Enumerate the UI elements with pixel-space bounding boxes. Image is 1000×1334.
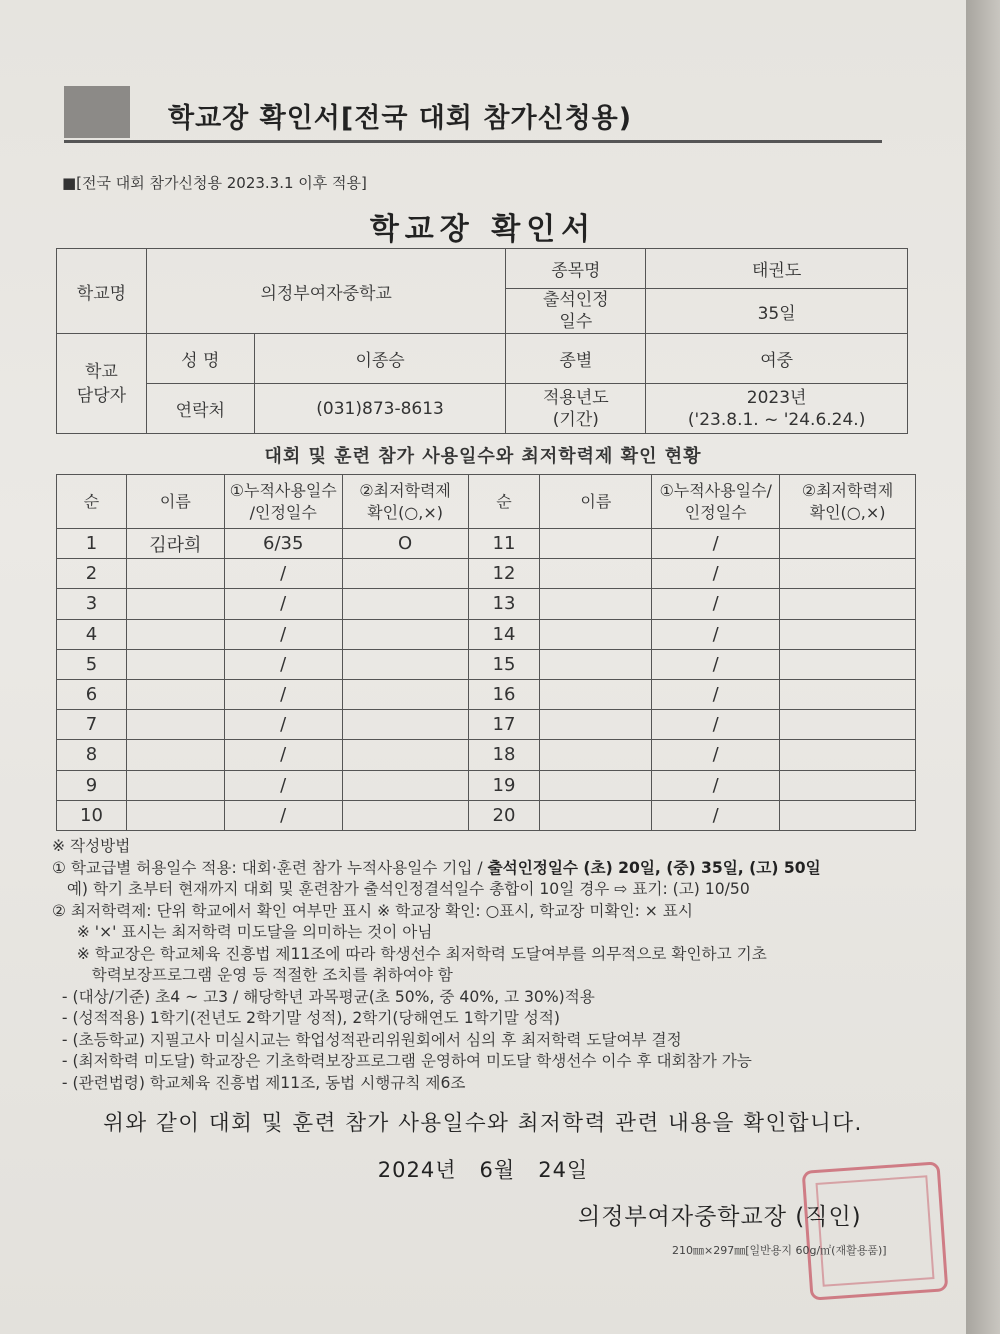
- table-row: [57, 679, 916, 709]
- issue-date: 2024년 6월 24일: [377, 1158, 589, 1182]
- notes-line: - (성적적용) 1학기(전년도 2학기말 성적), 2학기(당해연도 1학기말 성적): [52, 1009, 560, 1027]
- notes-heading: ※ 작성방법: [52, 837, 131, 855]
- name-value: 이종승: [254, 334, 506, 384]
- row-name: [540, 559, 652, 589]
- participation-table: [56, 474, 916, 831]
- row-days: /: [652, 770, 780, 800]
- row-number: 19: [468, 770, 540, 800]
- info-table: [56, 248, 908, 434]
- document-title: 학교장 확인서: [369, 212, 597, 247]
- row-number: 9: [57, 770, 127, 800]
- header-no-right: 순: [468, 475, 540, 529]
- row-check: [780, 770, 916, 800]
- row-days: /: [224, 679, 342, 709]
- official-seal: [802, 1161, 949, 1300]
- table-row: [57, 529, 916, 559]
- row-name: [540, 649, 652, 679]
- header-rule: [64, 140, 882, 143]
- row-check: [342, 559, 468, 589]
- row-number: 1: [57, 529, 127, 559]
- background-edge: [966, 0, 1000, 1334]
- row-name: [126, 770, 224, 800]
- notes-line: ① 학교급별 허용일수 적용: 대회·훈련 참가 누적사용일수 기입 / 출석인정일수 (초) 20일, (중) 35일, (고) 50일: [52, 858, 821, 877]
- row-check: [780, 649, 916, 679]
- row-days: /: [224, 800, 342, 830]
- year-value: 2023년 ('23.8.1. ~ '24.6.24.): [646, 384, 908, 434]
- row-number: 20: [468, 800, 540, 830]
- principal-signature: 의정부여자중학교장 (직인): [578, 1204, 862, 1230]
- row-check: [780, 589, 916, 619]
- contact-person-label: 학교 담당자: [57, 334, 147, 434]
- row-number: 12: [468, 559, 540, 589]
- notes-line: ② 최저학력제: 단위 학교에서 확인 여부만 표시 ※ 학교장 확인: ○표시, 학교장 미확인: × 표시: [52, 901, 693, 920]
- notes-line: - (관련법령) 학교체육 진흥법 제11조, 동법 시행규칙 제6조: [52, 1073, 466, 1092]
- notes-line: - (최저학력 미도달) 학교장은 기초학력보장프로그램 운영하여 미도달 학생선수 이수 후 대회참가 가능: [52, 1052, 752, 1070]
- header-name-right: 이름: [540, 475, 652, 529]
- row-check: [342, 679, 468, 709]
- row-check: [780, 800, 916, 830]
- year-label: 적용년도 (기간): [506, 384, 646, 434]
- confirmation-text: 위와 같이 대회 및 훈련 참가 사용일수와 최저학력 관련 내용을 확인합니다.: [103, 1111, 863, 1136]
- row-check: [342, 740, 468, 770]
- row-check: [342, 589, 468, 619]
- row-days: /: [652, 800, 780, 830]
- table-row: [57, 649, 916, 679]
- row-check: [342, 770, 468, 800]
- header-name: 이름: [126, 475, 224, 529]
- row-days: /: [652, 710, 780, 740]
- table-row: [57, 619, 916, 649]
- header-check: ②최저학력제 확인(○,×): [342, 475, 468, 529]
- row-check: [342, 649, 468, 679]
- row-days: /: [224, 770, 342, 800]
- row-check: [342, 619, 468, 649]
- row-name: [126, 589, 224, 619]
- row-number: 2: [57, 559, 127, 589]
- row-days: 6/35: [224, 529, 342, 559]
- row-name: [126, 710, 224, 740]
- header-days: ①누적사용일수 /인정일수: [224, 475, 342, 529]
- table-row: [57, 800, 916, 830]
- row-name: 김라희: [126, 529, 224, 559]
- row-days: /: [652, 529, 780, 559]
- instructions: [52, 836, 932, 1094]
- row-days: /: [224, 589, 342, 619]
- row-days: /: [652, 559, 780, 589]
- form-header-title: 학교장 확인서[전국 대회 참가신청용): [168, 103, 633, 134]
- attendance-value: 35일: [646, 289, 908, 334]
- notes-line: 예) 학기 초부터 현재까지 대회 및 훈련참가 출석인정결석일수 총합이 10일 경우 ⇨ 표기: (고) 10/50: [52, 880, 750, 898]
- row-name: [126, 800, 224, 830]
- row-number: 18: [468, 740, 540, 770]
- row-name: [540, 770, 652, 800]
- phone-label: 연락처: [146, 384, 254, 434]
- row-number: 11: [468, 529, 540, 559]
- table-row: [57, 740, 916, 770]
- table-row: [57, 559, 916, 589]
- row-check: O: [342, 529, 468, 559]
- row-number: 6: [57, 679, 127, 709]
- row-name: [126, 679, 224, 709]
- row-name: [126, 559, 224, 589]
- phone-value: (031)873-8613: [254, 384, 506, 434]
- row-name: [540, 679, 652, 709]
- row-days: /: [652, 679, 780, 709]
- row-days: /: [652, 619, 780, 649]
- header-check-right: ②최저학력제 확인(○,×): [780, 475, 916, 529]
- event-value: 태권도: [646, 249, 908, 289]
- row-number: 16: [468, 679, 540, 709]
- row-name: [126, 740, 224, 770]
- row-name: [126, 649, 224, 679]
- school-value: 의정부여자중학교: [146, 249, 506, 334]
- school-label: 학교명: [57, 249, 147, 334]
- row-check: [780, 529, 916, 559]
- table-row: [57, 589, 916, 619]
- row-number: 17: [468, 710, 540, 740]
- row-days: /: [652, 740, 780, 770]
- notes-line: - (초등학교) 지필고사 미실시교는 학업성적관리위원회에서 심의 후 최저학력 도달여부 결정: [52, 1030, 682, 1049]
- header-decoration: [64, 86, 130, 138]
- row-check: [342, 710, 468, 740]
- row-name: [540, 589, 652, 619]
- table-header-row: [57, 475, 916, 529]
- header-days-right: ①누적사용일수/ 인정일수: [652, 475, 780, 529]
- row-check: [780, 710, 916, 740]
- row-number: 3: [57, 589, 127, 619]
- row-name: [540, 529, 652, 559]
- notes-line: ※ '×' 표시는 최저학력 미도달을 의미하는 것이 아님: [52, 923, 433, 941]
- row-number: 5: [57, 649, 127, 679]
- row-days: /: [652, 649, 780, 679]
- row-days: /: [224, 619, 342, 649]
- row-number: 7: [57, 710, 127, 740]
- attendance-label: 출석인정 일수: [506, 289, 646, 334]
- section-title: 대회 및 훈련 참가 사용일수와 최저학력제 확인 현황: [264, 446, 702, 467]
- header-no: 순: [57, 475, 127, 529]
- row-number: 13: [468, 589, 540, 619]
- row-name: [126, 619, 224, 649]
- row-check: [780, 619, 916, 649]
- row-check: [780, 679, 916, 709]
- category-value: 여중: [646, 334, 908, 384]
- row-number: 10: [57, 800, 127, 830]
- row-days: /: [224, 649, 342, 679]
- name-label: 성 명: [146, 334, 254, 384]
- row-number: 8: [57, 740, 127, 770]
- row-name: [540, 800, 652, 830]
- row-days: /: [224, 740, 342, 770]
- row-number: 14: [468, 619, 540, 649]
- notes-line: - (대상/기준) 초4 ~ 고3 / 해당학년 과목평균(초 50%, 중 40%, 고 30%)적용: [52, 987, 595, 1006]
- category-label: 종별: [506, 334, 646, 384]
- row-name: [540, 619, 652, 649]
- table-row: [57, 770, 916, 800]
- row-check: [780, 559, 916, 589]
- row-check: [342, 800, 468, 830]
- table-row: [57, 710, 916, 740]
- notes-line: ※ 학교장은 학교체육 진흥법 제11조에 따라 학생선수 최저학력 도달여부를 의무적으로 확인하고 기초: [52, 944, 767, 963]
- paper-spec: 210㎜×297㎜[일반용지 60g/㎡(재활용품)]: [672, 1244, 887, 1257]
- notes-line: 학력보장프로그램 운영 등 적절한 조치를 취하여야 함: [52, 966, 453, 984]
- form-subhead: ■[전국 대회 참가신청용 2023.3.1 이후 적용]: [62, 174, 367, 192]
- row-number: 4: [57, 619, 127, 649]
- row-name: [540, 710, 652, 740]
- event-label: 종목명: [506, 249, 646, 289]
- row-days: /: [224, 559, 342, 589]
- row-days: /: [224, 710, 342, 740]
- row-days: /: [652, 589, 780, 619]
- row-name: [540, 740, 652, 770]
- row-number: 15: [468, 649, 540, 679]
- row-check: [780, 740, 916, 770]
